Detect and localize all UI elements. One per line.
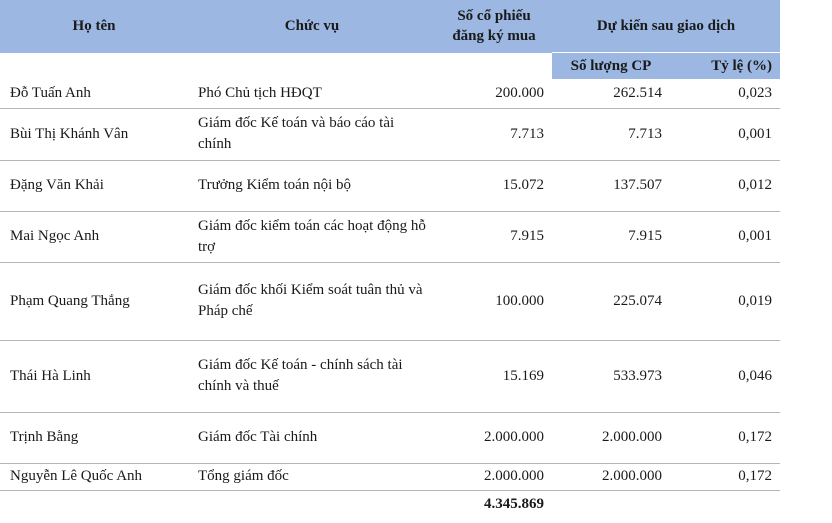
table-row [0,412,780,463]
header-name: Họ tên [0,0,188,53]
cell-ratio: 0,172 [670,463,780,490]
total-registered: 4.345.869 [484,496,544,512]
header-registered-line1: Số cổ phiếu [457,8,531,25]
cell-name: Thái Hà Linh [0,340,188,412]
cell-name: Bùi Thị Khánh Vân [0,108,188,160]
cell-name: Nguyễn Lê Quốc Anh [0,463,188,490]
cell-ratio: 0,023 [670,79,780,108]
cell-ratio: 0,172 [670,412,780,463]
cell-shares: 225.074 [552,262,670,340]
header-registered [436,0,552,53]
header-blank-position [188,53,436,80]
cell-shares: 7.713 [552,108,670,160]
cell-position: Giám đốc kiểm toán các hoạt động hỗ trợ [188,211,436,262]
total-blank-shares [552,490,670,519]
cell-name: Trịnh Bằng [0,412,188,463]
header-blank-name [0,53,188,80]
cell-ratio: 0,012 [670,160,780,211]
cell-ratio: 0,001 [670,108,780,160]
header-position: Chức vụ [188,0,436,53]
cell-name: Phạm Quang Thắng [0,262,188,340]
total-blank-position [188,490,436,519]
header-registered-line2: đăng ký mua [452,28,536,45]
cell-shares: 2.000.000 [552,412,670,463]
total-blank-name [0,490,188,519]
table-row [0,79,780,108]
table-row [0,463,780,490]
table-row [0,262,780,340]
cell-registered: 7.713 [436,108,552,160]
cell-shares: 2.000.000 [552,463,670,490]
cell-registered: 7.915 [436,211,552,262]
header-blank-registered [436,53,552,80]
table-row [0,211,780,262]
cell-registered: 15.169 [436,340,552,412]
cell-name: Đặng Văn Khải [0,160,188,211]
cell-ratio: 0,001 [670,211,780,262]
table-row [0,160,780,211]
header-shares: Số lượng CP [552,53,670,80]
cell-shares: 262.514 [552,79,670,108]
cell-shares: 7.915 [552,211,670,262]
header-after-transaction: Dự kiến sau giao dịch [552,0,780,53]
cell-registered: 15.072 [436,160,552,211]
header-ratio: Tỷ lệ (%) [670,53,780,80]
cell-position: Trưởng Kiểm toán nội bộ [188,160,436,211]
total-blank-ratio [670,490,780,519]
table-row [0,108,780,160]
cell-position: Tổng giám đốc [188,463,436,490]
cell-name: Đỗ Tuấn Anh [0,79,188,108]
cell-registered: 100.000 [436,262,552,340]
cell-shares: 137.507 [552,160,670,211]
cell-registered: 2.000.000 [436,463,552,490]
cell-position: Phó Chủ tịch HĐQT [188,79,436,108]
cell-registered: 2.000.000 [436,412,552,463]
total-row [0,490,780,519]
cell-position: Giám đốc khối Kiểm soát tuân thủ và Pháp chế [188,262,436,340]
cell-shares: 533.973 [552,340,670,412]
cell-registered: 200.000 [436,79,552,108]
table-header [0,0,780,79]
cell-name: Mai Ngọc Anh [0,211,188,262]
cell-ratio: 0,019 [670,262,780,340]
cell-position: Giám đốc Tài chính [188,412,436,463]
table-row [0,340,780,412]
table-body [0,79,780,519]
cell-position: Giám đốc Kế toán và báo cáo tài chính [188,108,436,160]
cell-position: Giám đốc Kế toán - chính sách tài chính và thuế [188,340,436,412]
cell-ratio: 0,046 [670,340,780,412]
